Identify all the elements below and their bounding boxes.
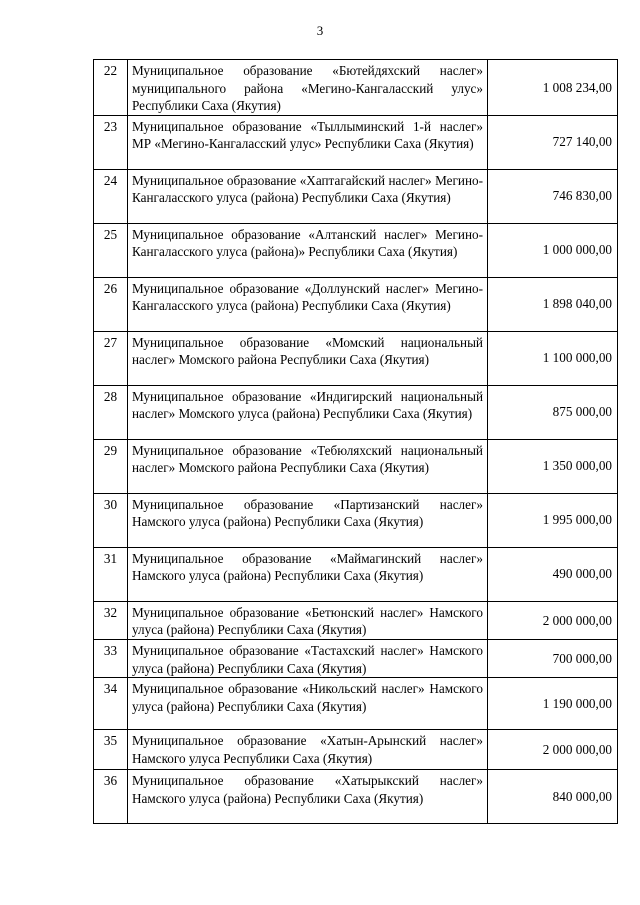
municipality-name: Муниципальное образование «Доллунский наслег» Мегино-Кангаласского улуса (района) Республики Саха (Якутия) [128, 277, 488, 331]
amount-cell: 875 000,00 [488, 385, 618, 439]
row-number: 33 [94, 639, 128, 677]
amount-cell: 490 000,00 [488, 547, 618, 601]
row-number: 27 [94, 331, 128, 385]
municipality-name: Муниципальное образование «Хаптагайский наслег» Мегино-Кангаласского улуса (района) Республики Саха (Якутия) [128, 169, 488, 223]
amount-cell: 1 350 000,00 [488, 439, 618, 493]
table-row [94, 60, 618, 116]
amount-cell: 700 000,00 [488, 639, 618, 677]
table-row [94, 169, 618, 223]
amount-cell: 727 140,00 [488, 115, 618, 169]
row-number: 30 [94, 493, 128, 547]
table-row [94, 439, 618, 493]
amount-cell: 1 898 040,00 [488, 277, 618, 331]
municipality-name: Муниципальное образование «Хатын-Арынский наслег» Намского улуса Республики Саха (Якутия) [128, 730, 488, 770]
table-row [94, 277, 618, 331]
row-number: 25 [94, 223, 128, 277]
table-row [94, 639, 618, 677]
municipality-name: Муниципальное образование «Бютейдяхский наслег» муниципального района «Мегино-Кангаласский улус» Республики Саха (Якутия) [128, 60, 488, 116]
municipality-name: Муниципальное образование «Алтанский наслег» Мегино-Кангаласского улуса (района)» Республики Саха (Якутия) [128, 223, 488, 277]
amount-cell: 1 995 000,00 [488, 493, 618, 547]
municipality-name: Муниципальное образование «Партизанский наслег» Намского улуса (района) Республики Саха (Якутия) [128, 493, 488, 547]
municipality-name: Муниципальное образование «Индигирский национальный наслег» Момского улуса (района) Республики Саха (Якутия) [128, 385, 488, 439]
table-row [94, 385, 618, 439]
municipality-name: Муниципальное образование «Тебюляхский национальный наслег» Момского района Республики Саха (Якутия) [128, 439, 488, 493]
row-number: 29 [94, 439, 128, 493]
amount-cell: 840 000,00 [488, 770, 618, 824]
page-number: 3 [316, 23, 324, 38]
table-row [94, 770, 618, 824]
municipality-name: Муниципальное образование «Бетюнский наслег» Намского улуса (района) Республики Саха (Якутия) [128, 601, 488, 639]
table-row [94, 678, 618, 730]
municipality-name: Муниципальное образование «Никольский наслег» Намского улуса (района) Республики Саха (Якутия) [128, 678, 488, 730]
municipality-name: Муниципальное образование «Момский национальный наслег» Момского района Республики Саха (Якутия) [128, 331, 488, 385]
amount-cell: 1 008 234,00 [488, 60, 618, 116]
table-row [94, 547, 618, 601]
row-number: 24 [94, 169, 128, 223]
table-row [94, 601, 618, 639]
municipality-name: Муниципальное образование «Тастахский наслег» Намского улуса (района) Республики Саха (Якутия) [128, 639, 488, 677]
amount-cell: 1 190 000,00 [488, 678, 618, 730]
table-row [94, 493, 618, 547]
row-number: 32 [94, 601, 128, 639]
table-row [94, 115, 618, 169]
amount-cell: 2 000 000,00 [488, 601, 618, 639]
row-number: 35 [94, 730, 128, 770]
row-number: 22 [94, 60, 128, 116]
row-number: 31 [94, 547, 128, 601]
row-number: 26 [94, 277, 128, 331]
row-number: 34 [94, 678, 128, 730]
row-number: 36 [94, 770, 128, 824]
table-row [94, 331, 618, 385]
municipality-name: Муниципальное образование «Тыллыминский 1-й наслег» МР «Мегино-Кангаласский улус» Республики Саха (Якутия) [128, 115, 488, 169]
municipality-name: Муниципальное образование «Хатырыкский наслег» Намского улуса (района) Республики Саха (Якутия) [128, 770, 488, 824]
row-number: 28 [94, 385, 128, 439]
amount-cell: 1 100 000,00 [488, 331, 618, 385]
amount-cell: 746 830,00 [488, 169, 618, 223]
row-number: 23 [94, 115, 128, 169]
amount-cell: 1 000 000,00 [488, 223, 618, 277]
table-row [94, 223, 618, 277]
funding-table [93, 59, 618, 824]
municipality-name: Муниципальное образование «Маймагинский наслег» Намского улуса (района) Республики Саха (Якутия) [128, 547, 488, 601]
table-row [94, 730, 618, 770]
amount-cell: 2 000 000,00 [488, 730, 618, 770]
